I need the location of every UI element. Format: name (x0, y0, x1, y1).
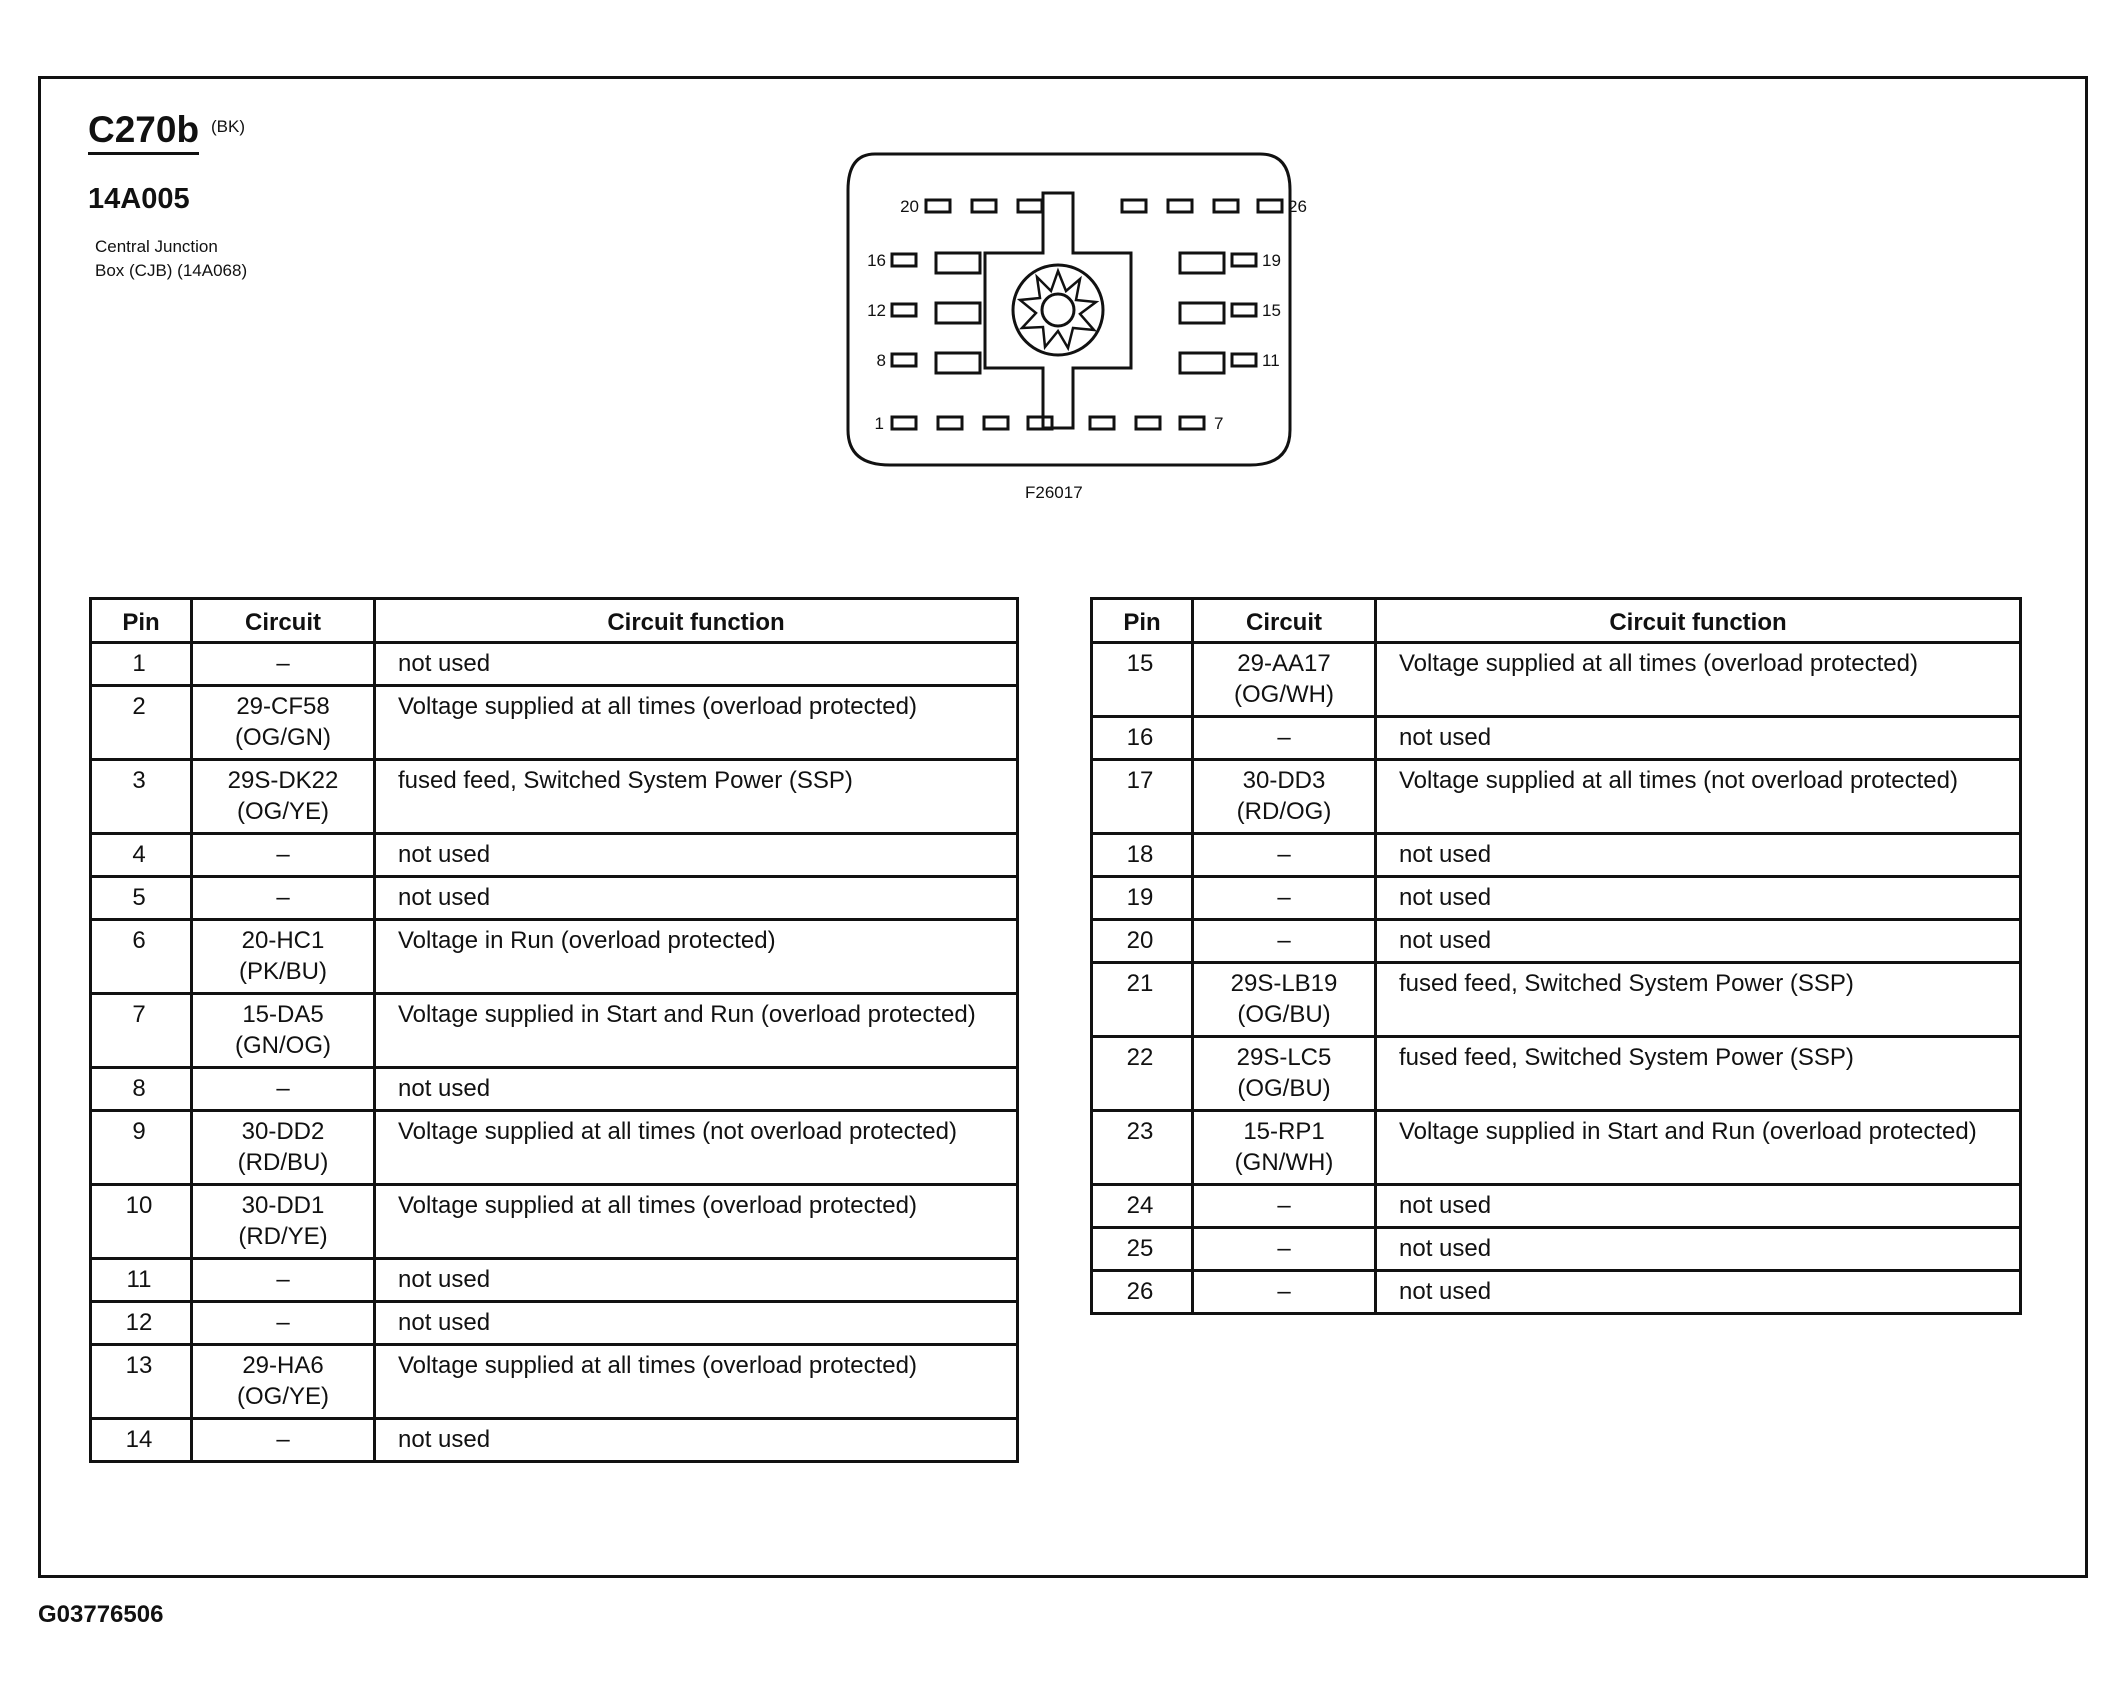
table-row (91, 1185, 1018, 1259)
table-row (1092, 1271, 2021, 1314)
circuit-cell (192, 834, 375, 877)
circuit-function: not used (1376, 1271, 2021, 1314)
circuit-id: – (276, 841, 290, 868)
circuit-id: 15-RP1 (1243, 1118, 1325, 1145)
circuit-function: Voltage supplied at all times (not overload protected) (1376, 760, 2021, 834)
pin-label-19: 19 (1262, 251, 1281, 270)
table-row (91, 834, 1018, 877)
pin-number: 8 (91, 1068, 192, 1111)
circuit-id: – (1277, 1192, 1291, 1219)
pin-number: 21 (1092, 963, 1193, 1037)
wire-color: (GN/WH) (1234, 1149, 1334, 1176)
wire-color: (GN/OG) (235, 1032, 331, 1059)
circuit-cell (1193, 963, 1376, 1037)
circuit-id: 15-DA5 (242, 1001, 324, 1028)
circuit-function: Voltage supplied at all times (overload protected) (375, 1345, 1018, 1419)
circuit-cell (192, 643, 375, 686)
circuit-cell (1193, 1228, 1376, 1271)
circuit-id: – (1277, 884, 1291, 911)
pin-number: 6 (91, 920, 192, 994)
circuit-id: – (276, 884, 290, 911)
circuit-cell (192, 686, 375, 760)
circuit-id: – (276, 650, 290, 677)
center-bolt-star (1020, 271, 1096, 348)
pin-label-16: 16 (867, 251, 886, 270)
table-row (91, 1259, 1018, 1302)
circuit-function: not used (1376, 717, 2021, 760)
circuit-cell (192, 994, 375, 1068)
pin-number: 11 (91, 1259, 192, 1302)
circuit-cell (1193, 1271, 1376, 1314)
wire-color: (PK/BU) (238, 958, 327, 985)
pin-number: 1 (91, 643, 192, 686)
connector-face-diagram (830, 150, 1310, 480)
table-row (91, 1419, 1018, 1462)
pin-number: 4 (91, 834, 192, 877)
pin-number: 20 (1092, 920, 1193, 963)
circuit-function: Voltage supplied at all times (overload protected) (1376, 643, 2021, 717)
connector-description (95, 235, 335, 283)
table-row (1092, 877, 2021, 920)
circuit-cell (1193, 877, 1376, 920)
wire-color: (RD/YE) (238, 1223, 328, 1250)
table-row (91, 920, 1018, 994)
circuit-function: not used (375, 877, 1018, 920)
circuit-cell (192, 1302, 375, 1345)
circuit-id: – (276, 1309, 290, 1336)
circuit-id: 29-CF58 (236, 693, 330, 720)
description-line-1: Central Junction (95, 237, 218, 256)
circuit-function: not used (375, 1259, 1018, 1302)
header-circuit-function: Circuit function (375, 599, 1018, 643)
circuit-function: Voltage supplied at all times (overload protected) (375, 686, 1018, 760)
pin-label-20: 20 (900, 197, 919, 216)
description-line-2: Box (CJB) (14A068) (95, 261, 248, 280)
circuit-function: not used (1376, 920, 2021, 963)
header-pin: Pin (1092, 599, 1193, 643)
pin-label-15: 15 (1262, 301, 1281, 320)
circuit-id: 30-DD2 (241, 1118, 325, 1145)
pin-table-right-body (1092, 643, 2021, 1314)
circuit-id: 29S-LC5 (1236, 1044, 1332, 1071)
pin-label-1: 1 (874, 414, 884, 433)
circuit-cell (1193, 643, 1376, 717)
circuit-function: not used (1376, 1185, 2021, 1228)
table-row (91, 1068, 1018, 1111)
circuit-function: not used (375, 834, 1018, 877)
pin-number: 3 (91, 760, 192, 834)
pin-label-8: 8 (876, 351, 886, 370)
circuit-cell (1193, 920, 1376, 963)
pin-number: 25 (1092, 1228, 1193, 1271)
table-row (1092, 834, 2021, 877)
circuit-cell (192, 1419, 375, 1462)
pin-number: 7 (91, 994, 192, 1068)
center-key-outline (985, 193, 1131, 428)
pin-label-11: 11 (1262, 351, 1280, 370)
pin-number: 13 (91, 1345, 192, 1419)
circuit-id: – (276, 1075, 290, 1102)
table-row (91, 760, 1018, 834)
pin-number: 26 (1092, 1271, 1193, 1314)
circuit-function: not used (375, 643, 1018, 686)
pin-number: 15 (1092, 643, 1193, 717)
table-row (91, 994, 1018, 1068)
circuit-id: 30-DD3 (1242, 767, 1326, 794)
circuit-cell (192, 920, 375, 994)
circuit-function: Voltage supplied at all times (overload protected) (375, 1185, 1018, 1259)
circuit-function: not used (375, 1302, 1018, 1345)
wire-color: (OG/BU) (1237, 1075, 1331, 1102)
circuit-cell (1193, 1037, 1376, 1111)
circuit-function: Voltage in Run (overload protected) (375, 920, 1018, 994)
circuit-cell (1193, 1111, 1376, 1185)
circuit-function: Voltage supplied at all times (not overload protected) (375, 1111, 1018, 1185)
circuit-function: not used (1376, 1228, 2021, 1271)
header-circuit: Circuit (1193, 599, 1376, 643)
circuit-cell (192, 1185, 375, 1259)
circuit-cell (192, 1345, 375, 1419)
pin-number: 16 (1092, 717, 1193, 760)
circuit-id: – (1277, 724, 1291, 751)
pin-number: 18 (1092, 834, 1193, 877)
table-row (1092, 1228, 2021, 1271)
header-circuit-function: Circuit function (1376, 599, 2021, 643)
pin-number: 9 (91, 1111, 192, 1185)
circuit-function: Voltage supplied in Start and Run (overload protected) (1376, 1111, 2021, 1185)
circuit-cell (1193, 1185, 1376, 1228)
circuit-function: not used (375, 1068, 1018, 1111)
table-row (91, 877, 1018, 920)
circuit-cell (192, 1259, 375, 1302)
pin-table-right (1090, 597, 2022, 1315)
circuit-cell (1193, 834, 1376, 877)
circuit-function: not used (1376, 877, 2021, 920)
pin-label-26: 26 (1288, 197, 1307, 216)
circuit-cell (192, 1068, 375, 1111)
circuit-id: – (1277, 1235, 1291, 1262)
table-row (1092, 920, 2021, 963)
circuit-function: fused feed, Switched System Power (SSP) (1376, 1037, 2021, 1111)
header-pin: Pin (91, 599, 192, 643)
header-circuit: Circuit (192, 599, 375, 643)
pin-number: 12 (91, 1302, 192, 1345)
figure-id: F26017 (1025, 483, 1083, 502)
circuit-cell (1193, 717, 1376, 760)
table-row (1092, 1185, 2021, 1228)
circuit-id: 30-DD1 (241, 1192, 325, 1219)
pin-number: 19 (1092, 877, 1193, 920)
pin-number: 22 (1092, 1037, 1193, 1111)
document-id: G03776506 (38, 1601, 164, 1628)
table-row (91, 1345, 1018, 1419)
circuit-id: – (276, 1426, 290, 1453)
circuit-id: 29-HA6 (242, 1352, 324, 1379)
connector-color: (BK) (211, 117, 245, 136)
pin-number: 5 (91, 877, 192, 920)
circuit-id: 29-AA17 (1237, 650, 1331, 677)
circuit-id: – (1277, 841, 1291, 868)
circuit-id: 29S-LB19 (1230, 970, 1338, 997)
wire-color: (OG/GN) (235, 724, 331, 751)
circuit-id: 29S-DK22 (227, 767, 339, 794)
wire-color: (RD/BU) (237, 1149, 329, 1176)
wire-color: (RD/OG) (1236, 798, 1332, 825)
wire-color: (OG/YE) (236, 1383, 329, 1410)
table-header-row (1092, 599, 2021, 643)
top-row-pins (926, 200, 1282, 212)
pin-number: 2 (91, 686, 192, 760)
circuit-function: Voltage supplied in Start and Run (overload protected) (375, 994, 1018, 1068)
pin-number: 23 (1092, 1111, 1193, 1185)
part-number: 14A005 (88, 183, 190, 215)
circuit-id: – (276, 1266, 290, 1293)
pin-number: 24 (1092, 1185, 1193, 1228)
circuit-cell (192, 1111, 375, 1185)
table-row (1092, 1111, 2021, 1185)
table-row (91, 1111, 1018, 1185)
pin-number: 14 (91, 1419, 192, 1462)
circuit-id: 20-HC1 (241, 927, 325, 954)
wire-color: (OG/BU) (1237, 1001, 1331, 1028)
center-bolt-inner (1042, 294, 1074, 326)
table-row (1092, 643, 2021, 717)
wire-color: (OG/YE) (236, 798, 329, 825)
circuit-function: fused feed, Switched System Power (SSP) (1376, 963, 2021, 1037)
table-row (91, 686, 1018, 760)
pin-number: 17 (1092, 760, 1193, 834)
circuit-cell (192, 760, 375, 834)
table-header-row (91, 599, 1018, 643)
pin-table-left (89, 597, 1019, 1463)
circuit-cell (1193, 760, 1376, 834)
circuit-function: fused feed, Switched System Power (SSP) (375, 760, 1018, 834)
table-row (91, 643, 1018, 686)
connector-id: C270b (88, 110, 199, 155)
circuit-function: not used (375, 1419, 1018, 1462)
pin-label-7: 7 (1214, 414, 1224, 433)
circuit-id: – (1277, 927, 1291, 954)
pin-table-left-body (91, 643, 1018, 1462)
wire-color: (OG/WH) (1234, 681, 1334, 708)
circuit-id: – (1277, 1278, 1291, 1305)
table-row (1092, 760, 2021, 834)
circuit-function: not used (1376, 834, 2021, 877)
center-bolt-outer (1013, 265, 1103, 355)
table-row (1092, 1037, 2021, 1111)
table-row (1092, 963, 2021, 1037)
table-row (1092, 717, 2021, 760)
table-row (91, 1302, 1018, 1345)
pin-number: 10 (91, 1185, 192, 1259)
circuit-cell (192, 877, 375, 920)
pin-label-12: 12 (867, 301, 886, 320)
